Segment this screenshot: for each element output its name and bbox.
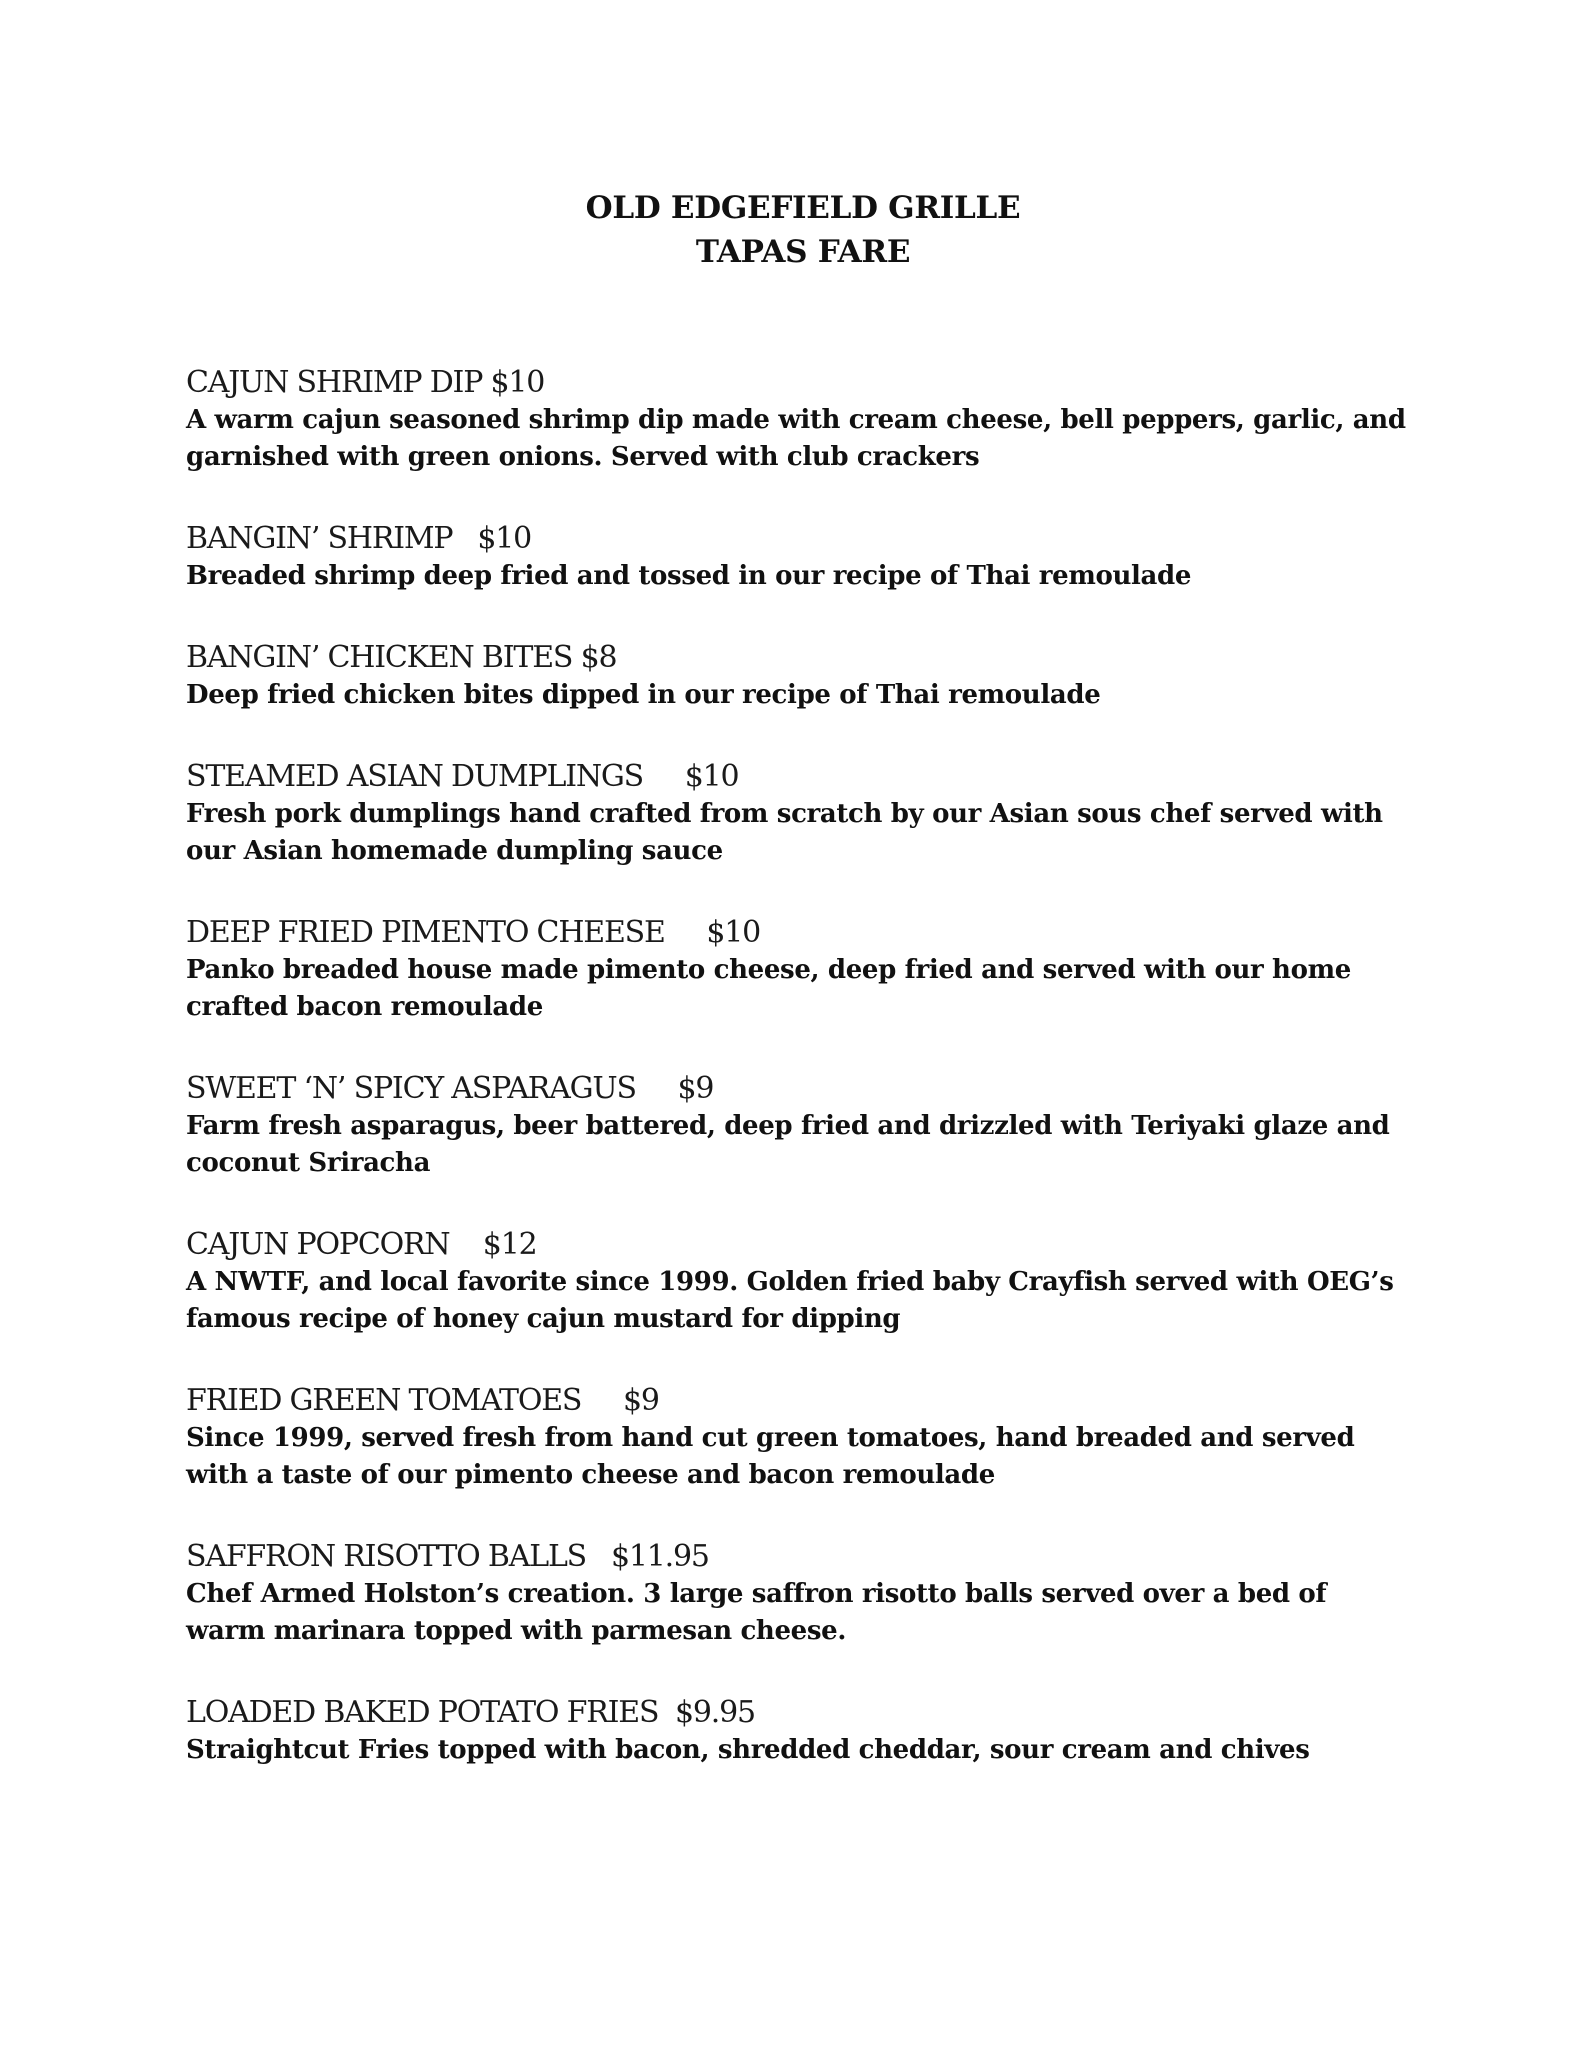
menu-header <box>186 186 1412 274</box>
menu-item-title: CAJUN POPCORN $12 <box>186 1227 537 1262</box>
menu-item-title: SWEET ‘N’ SPICY ASPARAGUS $9 <box>186 1071 714 1106</box>
menu-item-description: Breaded shrimp deep fried and tossed in our recipe of Thai remoulade <box>186 561 1192 591</box>
menu-item-description: Chef Armed Holston’s creation. 3 large saffron risotto balls served over a bed of warm marinara topped with parmesan cheese. <box>186 1579 1327 1646</box>
menu-item-title: LOADED BAKED POTATO FRIES $9.95 <box>186 1695 755 1730</box>
menu-item-title: CAJUN SHRIMP DIP $10 <box>186 365 545 400</box>
menu-item <box>186 364 1412 476</box>
menu-item <box>186 639 1412 714</box>
menu-item-description: Panko breaded house made pimento cheese, deep fried and served with our home crafted bacon remoulade <box>186 955 1351 1022</box>
menu-item-description: Since 1999, served fresh from hand cut green tomatoes, hand breaded and served with a taste of our pimento cheese and bacon remoulade <box>186 1423 1355 1490</box>
menu-item <box>186 1226 1412 1338</box>
menu-item-description: Farm fresh asparagus, beer battered, deep fried and drizzled with Teriyaki glaze and coconut Sriracha <box>186 1111 1390 1178</box>
menu-item-list <box>186 364 1412 1769</box>
menu-item-description: Fresh pork dumplings hand crafted from scratch by our Asian sous chef served with our Asian homemade dumpling sauce <box>186 799 1383 866</box>
menu-item-description: A NWTF, and local favorite since 1999. Golden fried baby Crayfish served with OEG’s famous recipe of honey cajun mustard for dipping <box>186 1267 1394 1334</box>
menu-item-title: DEEP FRIED PIMENTO CHEESE $10 <box>186 915 761 950</box>
menu-item <box>186 758 1412 870</box>
menu-item <box>186 520 1412 595</box>
menu-item-description: Deep fried chicken bites dipped in our recipe of Thai remoulade <box>186 680 1101 710</box>
menu-item <box>186 1538 1412 1650</box>
menu-item-title: SAFFRON RISOTTO BALLS $11.95 <box>186 1539 709 1574</box>
menu-item-description: A warm cajun seasoned shrimp dip made with cream cheese, bell peppers, garlic, and garnished with green onions. Served with club crackers <box>186 405 1406 472</box>
menu-item-title: BANGIN’ CHICKEN BITES $8 <box>186 640 617 675</box>
menu-section-title: TAPAS FARE <box>695 234 911 270</box>
menu-item-title: STEAMED ASIAN DUMPLINGS $10 <box>186 759 739 794</box>
menu-item <box>186 1694 1412 1769</box>
menu-item-description: Straightcut Fries topped with bacon, shredded cheddar, sour cream and chives <box>186 1735 1310 1765</box>
menu-item <box>186 914 1412 1026</box>
menu-item-title: BANGIN’ SHRIMP $10 <box>186 521 532 556</box>
menu-item <box>186 1070 1412 1182</box>
menu-item <box>186 1382 1412 1494</box>
menu-item-title: FRIED GREEN TOMATOES $9 <box>186 1383 659 1418</box>
restaurant-name: OLD EDGEFIELD GRILLE <box>585 190 1021 226</box>
